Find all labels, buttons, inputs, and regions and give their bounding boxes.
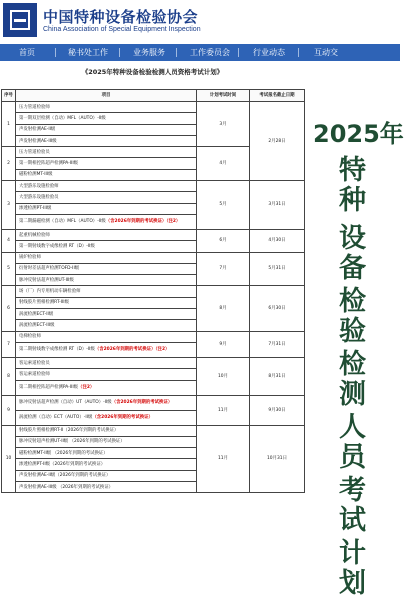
- project-text: 大型游乐设施检验员: [19, 194, 59, 200]
- main-nav: [0, 44, 400, 61]
- exam-time-cell: 11月: [197, 425, 250, 493]
- exam-time-cell: 6月: [197, 229, 250, 252]
- table-row: [2, 286, 305, 297]
- banner-char: 备: [339, 253, 366, 284]
- project-text: 渗透检测PT-II级（2026年到期的考试换证）: [19, 462, 106, 468]
- exam-time-cell: 10月: [197, 357, 250, 395]
- project-note: （含2026年到期的考试换证）（注2）: [94, 347, 170, 353]
- project-cell: [16, 436, 197, 447]
- row-number: 2: [2, 147, 16, 181]
- header-exam-time: 计划考试时间: [197, 90, 250, 102]
- project-cell: [16, 252, 197, 263]
- logo-bar-shape: [14, 19, 26, 22]
- nav-item-committees[interactable]: 工作委员会: [190, 48, 230, 57]
- banner-char: 考: [339, 475, 366, 506]
- table-row: [2, 102, 305, 113]
- table-header-row: [2, 90, 305, 102]
- project-note: （含2026年到期的考试换证）: [92, 415, 153, 420]
- row-number: 3: [2, 181, 16, 230]
- project-cell: [16, 214, 197, 229]
- project-text: 脉冲反射超声检测UT-II级 （2026年到期的考试换证）: [19, 439, 125, 445]
- project-text: 声发射检测AE-II级（2026年到期的考试换证）: [19, 473, 111, 479]
- exam-time-cell: 9月: [197, 331, 250, 357]
- project-text: 压力管道检验员: [19, 149, 50, 155]
- exam-time-cell: 3月: [197, 102, 250, 147]
- project-text: 客运索道检验师: [19, 371, 50, 377]
- project-text: 第二期相控阵超声检测PA-III级: [19, 385, 79, 390]
- project-cell: [16, 331, 197, 342]
- project-note: （注2）: [78, 385, 95, 390]
- banner-char: 检: [339, 286, 366, 317]
- project-text: 磁粉检测MT-II级 （2026年到期的考试换证）: [19, 450, 108, 456]
- banner-char: 试: [339, 505, 366, 536]
- table-row: [2, 357, 305, 368]
- project-cell: [16, 158, 197, 169]
- project-cell: [16, 203, 197, 214]
- project-text: 电梯检验师: [19, 334, 41, 340]
- project-cell: [16, 169, 197, 180]
- project-cell: [16, 192, 197, 203]
- banner-char: 计: [339, 538, 366, 569]
- org-name-cn: 中国特种设备检验协会: [43, 8, 199, 26]
- project-cell: [16, 263, 197, 274]
- deadline-cell: 10月31日: [250, 425, 305, 493]
- nav-item-interaction[interactable]: 互动交: [314, 48, 338, 57]
- nav-divider: [298, 48, 299, 57]
- header-number: 序号: [2, 90, 16, 102]
- nav-divider: [119, 48, 120, 57]
- project-cell: [16, 342, 197, 357]
- nav-divider: [176, 48, 177, 57]
- table-row: [2, 425, 305, 436]
- deadline-cell: 6月30日: [250, 286, 305, 331]
- project-cell: [16, 357, 197, 368]
- project-cell: [16, 425, 197, 436]
- project-text: 脉冲反射法超声检测（自动）UT（AUTO）-II级: [19, 400, 112, 405]
- project-text: 声发射检测AE-III级 （2026年到期的考试换证）: [19, 484, 114, 490]
- deadline-cell: 7月31日: [250, 331, 305, 357]
- project-text: 场（厂）内专用机动车辆检验师: [19, 289, 81, 295]
- row-number: 8: [2, 357, 16, 395]
- project-text: 第一期相控阵超声检测PA-III级: [19, 161, 79, 167]
- project-text: 第二期射线数字成像检测 RT（D）-II级: [19, 347, 95, 353]
- project-text: 脉冲反射法超声检测UT-III级: [19, 277, 74, 283]
- exam-time-cell: 5月: [197, 181, 250, 230]
- project-cell: [16, 147, 197, 158]
- banner-year: 2025年: [313, 120, 404, 148]
- deadline-cell: 3月31日: [250, 181, 305, 230]
- project-cell: [16, 395, 197, 410]
- project-cell: [16, 369, 197, 380]
- exam-time-cell: 4月: [197, 147, 250, 181]
- banner-char: 检: [339, 349, 366, 380]
- deadline-cell: 4月30日: [250, 229, 305, 252]
- project-cell: [16, 181, 197, 192]
- project-cell: [16, 470, 197, 481]
- row-number: 4: [2, 229, 16, 252]
- row-number: 9: [2, 395, 16, 425]
- table-row: [2, 229, 305, 240]
- project-cell: [16, 229, 197, 240]
- project-text: 起重机械检验师: [19, 232, 50, 238]
- project-note: （含2026年到期的考试换证）: [111, 400, 173, 405]
- banner-char: 验: [339, 316, 366, 347]
- banner-char: 测: [339, 379, 366, 410]
- nav-item-services[interactable]: 业务服务: [133, 48, 165, 57]
- row-number: 6: [2, 286, 16, 331]
- project-cell: [16, 410, 197, 425]
- title-banner: [305, 96, 404, 599]
- row-number: 1: [2, 102, 16, 147]
- nav-item-industry-news[interactable]: 行业动态: [253, 48, 285, 57]
- project-cell: [16, 286, 197, 297]
- exam-time-cell: 7月: [197, 252, 250, 286]
- deadline-cell: 2月28日: [250, 102, 305, 181]
- project-text: 大型游乐设施检验师: [19, 183, 59, 189]
- org-name-en: China Association of Special Equipment Inspection: [43, 26, 201, 33]
- project-cell: [16, 275, 197, 286]
- site-header: [0, 0, 400, 42]
- nav-item-home[interactable]: 首页: [19, 48, 35, 57]
- deadline-cell: 8月31日: [250, 357, 305, 395]
- header-project: 项目: [16, 90, 197, 102]
- project-cell: [16, 113, 197, 124]
- nav-divider: [55, 48, 56, 57]
- project-text: 第二期漏磁检测（自动）MFL（AUTO）-II级: [19, 219, 106, 225]
- row-number: 7: [2, 331, 16, 357]
- project-text: 涡流检测ECT-II级: [19, 311, 54, 317]
- project-cell: [16, 124, 197, 135]
- project-text: 第一期双层检测（自动）MFL（AUTO）-II级: [19, 115, 106, 121]
- table-body: [2, 102, 305, 493]
- project-note: （含2026年到期的考试换证）（注2）: [105, 219, 181, 225]
- row-number: 10: [2, 425, 16, 493]
- document-title: 《2025年特种设备检验检测人员资格考试计划》: [81, 68, 224, 76]
- project-cell: [16, 459, 197, 470]
- project-cell: [16, 241, 197, 252]
- nav-divider: [238, 48, 239, 57]
- row-number: 5: [2, 252, 16, 286]
- table-row: [2, 181, 305, 192]
- project-text: 渗透检测PT-III级: [19, 206, 52, 212]
- banner-char: 人: [339, 412, 366, 443]
- project-text: 客运索道检验员: [19, 360, 50, 366]
- association-logo[interactable]: [3, 3, 37, 37]
- project-cell: [16, 102, 197, 113]
- project-text: 声发射检测AE-II级: [19, 127, 56, 133]
- banner-char: 特: [339, 155, 366, 186]
- project-text: 涡流检测（自动）ECT（AUTO）-II级: [19, 415, 93, 420]
- nav-item-secretariat[interactable]: 秘书处工作: [68, 48, 108, 57]
- project-text: 声发射检测AE-III级: [19, 138, 57, 144]
- table-row: [2, 252, 305, 263]
- project-text: 第一期射线数字成像检测 RT（D）-II级: [19, 243, 95, 249]
- exam-plan-table: [1, 89, 305, 493]
- project-text: 射线胶片照相检测RT-III级: [19, 300, 69, 306]
- project-text: 射线胶片照相检测RT-II（2026年到期的考试换证）: [19, 428, 119, 434]
- deadline-cell: 5月31日: [250, 252, 305, 286]
- exam-time-cell: 11月: [197, 395, 250, 425]
- banner-char: 划: [339, 568, 366, 599]
- project-text: 衍射时差法超声检测TOFD-II级: [19, 266, 80, 272]
- exam-time-cell: 8月: [197, 286, 250, 331]
- project-cell: [16, 297, 197, 308]
- banner-char: 种: [339, 185, 366, 216]
- project-cell: [16, 482, 197, 493]
- banner-char: 设: [339, 223, 366, 254]
- project-cell: [16, 448, 197, 459]
- project-text: 锅炉检验师: [19, 255, 41, 261]
- table-row: [2, 331, 305, 342]
- project-cell: [16, 380, 197, 395]
- project-cell: [16, 309, 197, 320]
- project-cell: [16, 135, 197, 146]
- project-text: 磁粉检测MT-III级: [19, 172, 53, 178]
- project-text: 涡流检测ECT-III级: [19, 322, 55, 328]
- deadline-cell: 9月30日: [250, 395, 305, 425]
- banner-char: 员: [339, 442, 366, 473]
- project-cell: [16, 320, 197, 331]
- header-deadline: 考试报名截止日期: [250, 90, 305, 102]
- project-text: 压力管道检验师: [19, 104, 50, 110]
- table-row: [2, 395, 305, 410]
